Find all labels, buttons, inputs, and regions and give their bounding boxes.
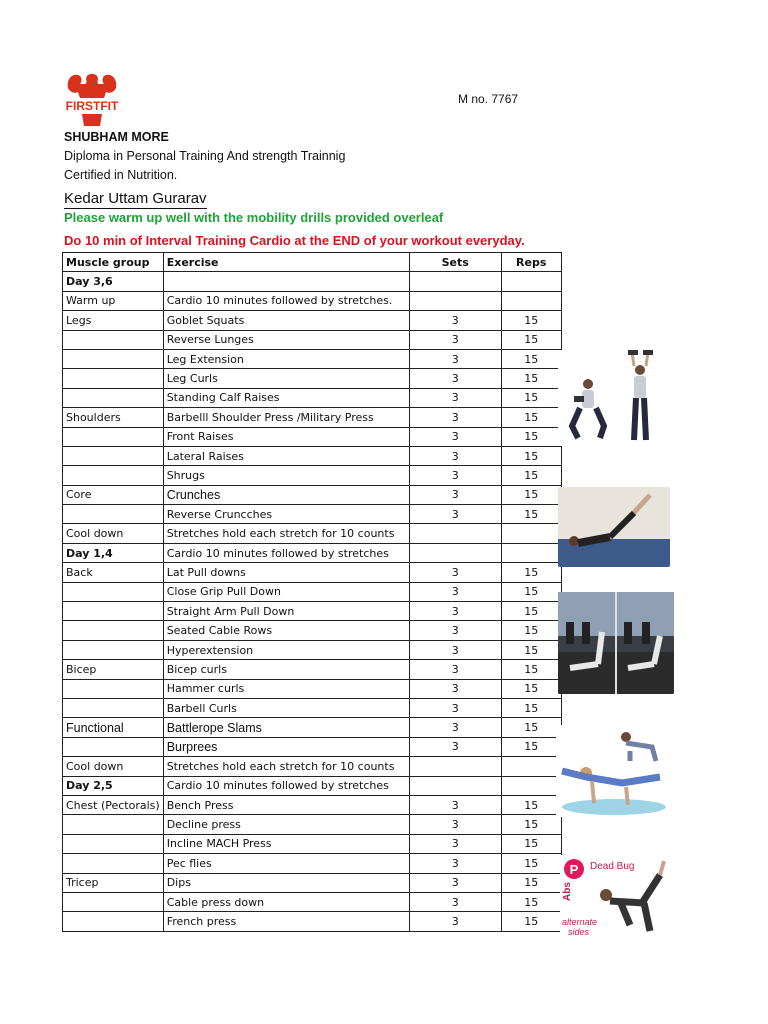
muscle-group-cell (63, 854, 164, 873)
exercise-cell: Seated Cable Rows (163, 621, 409, 640)
reps-cell: 15 (501, 815, 561, 834)
sets-cell (409, 776, 501, 795)
sets-cell: 3 (409, 388, 501, 407)
reps-cell: 15 (501, 834, 561, 853)
muscle-group-cell (63, 815, 164, 834)
table-row (63, 640, 562, 659)
muscle-group-cell (63, 621, 164, 640)
reps-cell (501, 524, 561, 543)
exercise-cell (163, 272, 409, 291)
sets-cell: 3 (409, 602, 501, 621)
muscle-group-cell (63, 602, 164, 621)
exercise-cell: Pec flies (163, 854, 409, 873)
table-row (63, 718, 562, 737)
table-row (63, 757, 562, 776)
reps-cell: 15 (501, 311, 561, 330)
muscle-group-cell (63, 582, 164, 601)
table-row (63, 892, 562, 911)
reps-cell: 15 (501, 485, 561, 504)
muscle-group-cell: Tricep (63, 873, 164, 892)
muscle-group-cell (63, 679, 164, 698)
sets-cell: 3 (409, 349, 501, 368)
sets-cell (409, 757, 501, 776)
exercise-cell: Battlerope Slams (163, 718, 409, 737)
sets-cell (409, 524, 501, 543)
table-row (63, 524, 562, 543)
sets-cell (409, 291, 501, 310)
table-row (63, 834, 562, 853)
muscle-group-cell: Back (63, 563, 164, 582)
table-row (63, 563, 562, 582)
muscle-group-cell (63, 737, 164, 756)
logo-text: FIRSTFIT (65, 99, 119, 113)
cardio-note: Do 10 min of Interval Training Cardio at the END of your workout everyday. (64, 233, 525, 248)
exercise-cell: Straight Arm Pull Down (163, 602, 409, 621)
reps-cell: 15 (501, 873, 561, 892)
muscle-group-cell: Core (63, 485, 164, 504)
sets-cell: 3 (409, 854, 501, 873)
reps-cell: 15 (501, 466, 561, 485)
table-row (63, 795, 562, 814)
reps-cell (501, 776, 561, 795)
table-row (63, 505, 562, 524)
exercise-cell: Close Grip Pull Down (163, 582, 409, 601)
column-header: Sets (409, 253, 501, 272)
exercise-cell: Stretches hold each stretch for 10 counts (163, 757, 409, 776)
sets-cell: 3 (409, 621, 501, 640)
reps-cell: 15 (501, 795, 561, 814)
dead-bug-caption: Dead Bug (590, 861, 635, 872)
muscle-group-cell (63, 369, 164, 388)
reps-cell: 15 (501, 408, 561, 427)
leg-raise-photo (558, 592, 674, 694)
dead-bug-photo (560, 855, 676, 941)
workout-table (62, 252, 562, 932)
sets-cell: 3 (409, 737, 501, 756)
exercise-cell: Reverse Lunges (163, 330, 409, 349)
table-row (63, 679, 562, 698)
reps-cell: 15 (501, 388, 561, 407)
muscle-group-cell: Cool down (63, 524, 164, 543)
membership-number: M no. 7767 (458, 92, 519, 106)
exercise-cell: Crunches (163, 485, 409, 504)
firstfit-logo (60, 66, 124, 130)
table-row (63, 737, 562, 756)
exercise-cell: Lat Pull downs (163, 563, 409, 582)
reps-cell: 15 (501, 602, 561, 621)
reps-cell: 15 (501, 563, 561, 582)
trainer-name: SHUBHAM MORE (64, 130, 169, 144)
exercise-cell: Hyperextension (163, 640, 409, 659)
sets-cell: 3 (409, 369, 501, 388)
exercise-cell: Barbell Curls (163, 698, 409, 717)
muscle-group-cell (63, 640, 164, 659)
exercise-cell: Cardio 10 minutes followed by stretches. (163, 291, 409, 310)
column-header: Exercise (163, 253, 409, 272)
muscle-group-cell: Cool down (63, 757, 164, 776)
sets-cell: 3 (409, 718, 501, 737)
reps-cell: 15 (501, 446, 561, 465)
sets-cell: 3 (409, 311, 501, 330)
exercise-cell: Bench Press (163, 795, 409, 814)
exercise-cell: Front Raises (163, 427, 409, 446)
sets-cell: 3 (409, 660, 501, 679)
exercise-cell: Cable press down (163, 892, 409, 911)
table-row (63, 349, 562, 368)
sets-cell: 3 (409, 582, 501, 601)
exercise-cell: Cardio 10 minutes followed by stretches (163, 776, 409, 795)
trainer-credential: Certified in Nutrition. (64, 168, 178, 182)
table-row (63, 621, 562, 640)
reps-cell: 15 (501, 582, 561, 601)
reps-cell: 15 (501, 854, 561, 873)
table-row (63, 485, 562, 504)
reps-cell: 15 (501, 737, 561, 756)
muscle-group-cell: Day 1,4 (63, 543, 164, 562)
reps-cell: 15 (501, 640, 561, 659)
column-header: Muscle group (63, 253, 164, 272)
reps-cell: 15 (501, 505, 561, 524)
exercise-cell: Shrugs (163, 466, 409, 485)
muscle-group-cell (63, 427, 164, 446)
sets-cell: 3 (409, 679, 501, 698)
sets-cell: 3 (409, 330, 501, 349)
table-row (63, 543, 562, 562)
dead-bug-note: sides (568, 927, 590, 937)
exercise-cell: French press (163, 912, 409, 931)
muscle-group-cell (63, 466, 164, 485)
reverse-crunch-photo (558, 487, 670, 567)
exercise-cell: Leg Curls (163, 369, 409, 388)
muscle-group-cell: Legs (63, 311, 164, 330)
muscle-group-cell (63, 330, 164, 349)
table-row (63, 602, 562, 621)
table-row (63, 272, 562, 291)
reps-cell: 15 (501, 427, 561, 446)
exercise-cell: Incline MACH Press (163, 834, 409, 853)
exercise-cell: Stretches hold each stretch for 10 counts (163, 524, 409, 543)
sets-cell: 3 (409, 795, 501, 814)
reps-cell (501, 272, 561, 291)
muscle-group-cell (63, 505, 164, 524)
exercise-cell: Lateral Raises (163, 446, 409, 465)
muscle-group-cell: Functional (63, 718, 164, 737)
sets-cell (409, 543, 501, 562)
table-row (63, 291, 562, 310)
exercise-cell: Cardio 10 minutes followed by stretches (163, 543, 409, 562)
sets-cell: 3 (409, 485, 501, 504)
reps-cell (501, 291, 561, 310)
sets-cell: 3 (409, 873, 501, 892)
muscle-group-cell (63, 349, 164, 368)
sets-cell: 3 (409, 698, 501, 717)
table-row (63, 408, 562, 427)
muscle-group-cell: Bicep (63, 660, 164, 679)
reps-cell: 15 (501, 679, 561, 698)
sets-cell: 3 (409, 505, 501, 524)
reps-cell: 15 (501, 621, 561, 640)
table-row (63, 388, 562, 407)
exercise-cell: Bicep curls (163, 660, 409, 679)
exercise-cell: Reverse Cruncches (163, 505, 409, 524)
table-row (63, 912, 562, 931)
muscle-group-cell (63, 698, 164, 717)
exercise-cell: Burprees (163, 737, 409, 756)
muscle-group-cell: Day 2,5 (63, 776, 164, 795)
sets-cell: 3 (409, 408, 501, 427)
reps-cell: 15 (501, 698, 561, 717)
table-row (63, 873, 562, 892)
muscle-group-cell (63, 834, 164, 853)
table-row (63, 466, 562, 485)
reps-cell (501, 757, 561, 776)
dead-bug-side: Abs (562, 882, 573, 901)
table-row (63, 330, 562, 349)
reps-cell: 15 (501, 369, 561, 388)
trainer-credential: Diploma in Personal Training And strength Trainnig (64, 149, 346, 163)
goblet-squat-photo (558, 350, 672, 446)
table-row (63, 446, 562, 465)
table-row (63, 854, 562, 873)
exercise-cell: Goblet Squats (163, 311, 409, 330)
bird-dog-photo (556, 725, 672, 817)
table-row (63, 369, 562, 388)
table-header-row (63, 253, 562, 272)
exercise-cell: Dips (163, 873, 409, 892)
table-row (63, 815, 562, 834)
sets-cell: 3 (409, 834, 501, 853)
reps-cell: 15 (501, 912, 561, 931)
muscle-group-cell: Warm up (63, 291, 164, 310)
reps-cell (501, 543, 561, 562)
sets-cell: 3 (409, 912, 501, 931)
reps-cell: 15 (501, 718, 561, 737)
table-row (63, 311, 562, 330)
column-header: Reps (501, 253, 561, 272)
sets-cell: 3 (409, 427, 501, 446)
sets-cell: 3 (409, 446, 501, 465)
reps-cell: 15 (501, 349, 561, 368)
exercise-cell: Leg Extension (163, 349, 409, 368)
table-row (63, 698, 562, 717)
exercise-cell: Standing Calf Raises (163, 388, 409, 407)
client-name: Kedar Uttam Gurarav (64, 190, 207, 207)
muscle-group-cell: Day 3,6 (63, 272, 164, 291)
sets-cell: 3 (409, 640, 501, 659)
sets-cell: 3 (409, 466, 501, 485)
muscle-group-cell: Shoulders (63, 408, 164, 427)
muscle-group-cell: Chest (Pectorals) (63, 795, 164, 814)
sets-cell: 3 (409, 815, 501, 834)
sets-cell: 3 (409, 563, 501, 582)
dead-bug-badge: P (569, 862, 579, 877)
exercise-cell: Decline press (163, 815, 409, 834)
reps-cell: 15 (501, 892, 561, 911)
muscle-group-cell (63, 388, 164, 407)
muscle-group-cell (63, 446, 164, 465)
reps-cell: 15 (501, 330, 561, 349)
table-row (63, 582, 562, 601)
exercise-cell: Barbelll Shoulder Press /Military Press (163, 408, 409, 427)
warmup-note: Please warm up well with the mobility drills provided overleaf (64, 210, 444, 225)
muscle-group-cell (63, 912, 164, 931)
muscle-group-cell (63, 892, 164, 911)
reps-cell: 15 (501, 660, 561, 679)
sets-cell: 3 (409, 892, 501, 911)
exercise-cell: Hammer curls (163, 679, 409, 698)
sets-cell (409, 272, 501, 291)
dead-bug-note: alternate (562, 917, 598, 927)
table-row (63, 776, 562, 795)
table-row (63, 660, 562, 679)
table-row (63, 427, 562, 446)
